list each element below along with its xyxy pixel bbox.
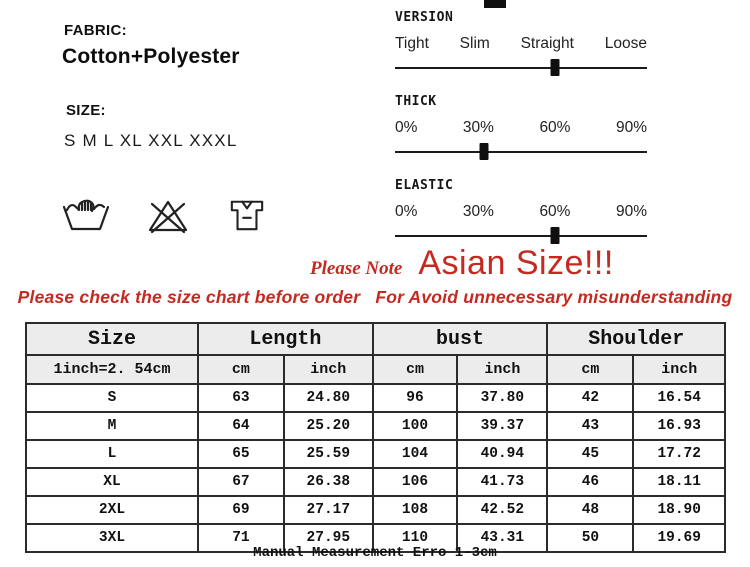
table-row [26,412,725,440]
option-90pct: 90% [615,119,647,136]
table-row [26,384,725,412]
measurement-cell: 40.94 [457,440,547,468]
unit-inch: inch [284,355,373,384]
version-slider-options [395,35,647,53]
measurement-cell: 37.80 [457,384,547,412]
unit-cm: cm [373,355,458,384]
option-60pct: 60% [539,203,571,220]
measurement-cell: 46 [547,468,633,496]
elastic-slider-label: ELASTIC [395,178,454,193]
thick-slider-label: THICK [395,94,437,109]
col-group-bust: bust [373,323,548,355]
elastic-slider-options [395,203,647,221]
please-note-text: Please Note [310,258,403,279]
measurement-cell: 26.38 [284,468,373,496]
elastic-slider-track[interactable] [395,235,647,237]
col-group-size: Size [26,323,198,355]
notice-subline [0,287,750,308]
size-cell: 3XL [26,524,198,552]
size-cell: XL [26,468,198,496]
measurement-cell: 67 [198,468,284,496]
elastic-slider [395,178,647,237]
option-0pct: 0% [395,203,418,220]
attribute-sliders [395,10,647,237]
table-subheader-row [26,355,725,384]
measurement-cell: 27.95 [284,524,373,552]
measurement-cell: 39.37 [457,412,547,440]
thick-slider-options [395,119,647,137]
version-slider [395,10,647,69]
measurement-cell: 19.69 [633,524,725,552]
measurement-cell: 110 [373,524,458,552]
hand-wash-icon [62,196,110,234]
col-group-shoulder: Shoulder [547,323,725,355]
measurement-cell: 42.52 [457,496,547,524]
version-slider-handle[interactable] [551,59,560,76]
size-cell: S [26,384,198,412]
col-group-length: Length [198,323,373,355]
elastic-slider-handle[interactable] [551,227,560,244]
size-cell: M [26,412,198,440]
size-options-list: S M L XL XXL XXXL [64,131,238,150]
unit-inch: inch [633,355,725,384]
unit-cm: cm [198,355,284,384]
thick-slider [395,94,647,153]
option-60pct: 60% [539,119,571,136]
option-straight: Straight [520,35,574,52]
measurement-cell: 96 [373,384,458,412]
measurement-cell: 43.31 [457,524,547,552]
measurement-cell: 16.93 [633,412,725,440]
notice-subline-part1: Please check the size chart before order [17,287,361,307]
size-cell: L [26,440,198,468]
measurement-cell: 100 [373,412,458,440]
unit-cm: cm [547,355,633,384]
measurement-cell: 71 [198,524,284,552]
size-label: SIZE: [66,102,106,119]
measurement-cell: 104 [373,440,458,468]
measurement-cell: 43 [547,412,633,440]
table-row [26,440,725,468]
measurement-cell: 16.54 [633,384,725,412]
asian-size-headline: Asian Size!!! [418,244,614,282]
option-loose: Loose [604,35,647,52]
measurement-cell: 106 [373,468,458,496]
fabric-label: FABRIC: [64,22,127,39]
measurement-cell: 41.73 [457,468,547,496]
measurement-cell: 24.80 [284,384,373,412]
version-slider-label: VERSION [395,10,454,25]
top-crop-artifact [484,0,506,8]
size-chart-table [25,322,726,553]
unit-note: 1inch=2. 54cm [26,355,198,384]
option-0pct: 0% [395,119,418,136]
measurement-cell: 25.20 [284,412,373,440]
measurement-cell: 45 [547,440,633,468]
measurement-error-note: Manual Measurement Erro 1-3cm [253,545,497,561]
option-30pct: 30% [462,203,494,220]
option-tight: Tight [395,35,429,52]
version-slider-track[interactable] [395,67,647,69]
measurement-cell: 18.90 [633,496,725,524]
notice-headline-row [310,244,614,283]
thick-slider-handle[interactable] [480,143,489,160]
measurement-cell: 65 [198,440,284,468]
measurement-cell: 63 [198,384,284,412]
measurement-cell: 108 [373,496,458,524]
measurement-cell: 25.59 [284,440,373,468]
fabric-value: Cotton+Polyester [62,45,240,68]
care-symbols-row [62,196,268,234]
option-slim: Slim [459,35,490,52]
measurement-cell: 50 [547,524,633,552]
measurement-cell: 17.72 [633,440,725,468]
do-not-bleach-icon [146,196,190,234]
notice-subline-part2: For Avoid unnecessary misunderstanding [375,287,733,307]
measurement-cell: 18.11 [633,468,725,496]
size-cell: 2XL [26,496,198,524]
measurement-cell: 69 [198,496,284,524]
measurement-cell: 48 [547,496,633,524]
table-row [26,496,725,524]
option-30pct: 30% [462,119,494,136]
measurement-cell: 64 [198,412,284,440]
table-row [26,468,725,496]
thick-slider-track[interactable] [395,151,647,153]
table-header-row [26,323,725,355]
unit-inch: inch [457,355,547,384]
garment-icon [226,197,268,233]
measurement-cell: 42 [547,384,633,412]
option-90pct: 90% [615,203,647,220]
measurement-cell: 27.17 [284,496,373,524]
